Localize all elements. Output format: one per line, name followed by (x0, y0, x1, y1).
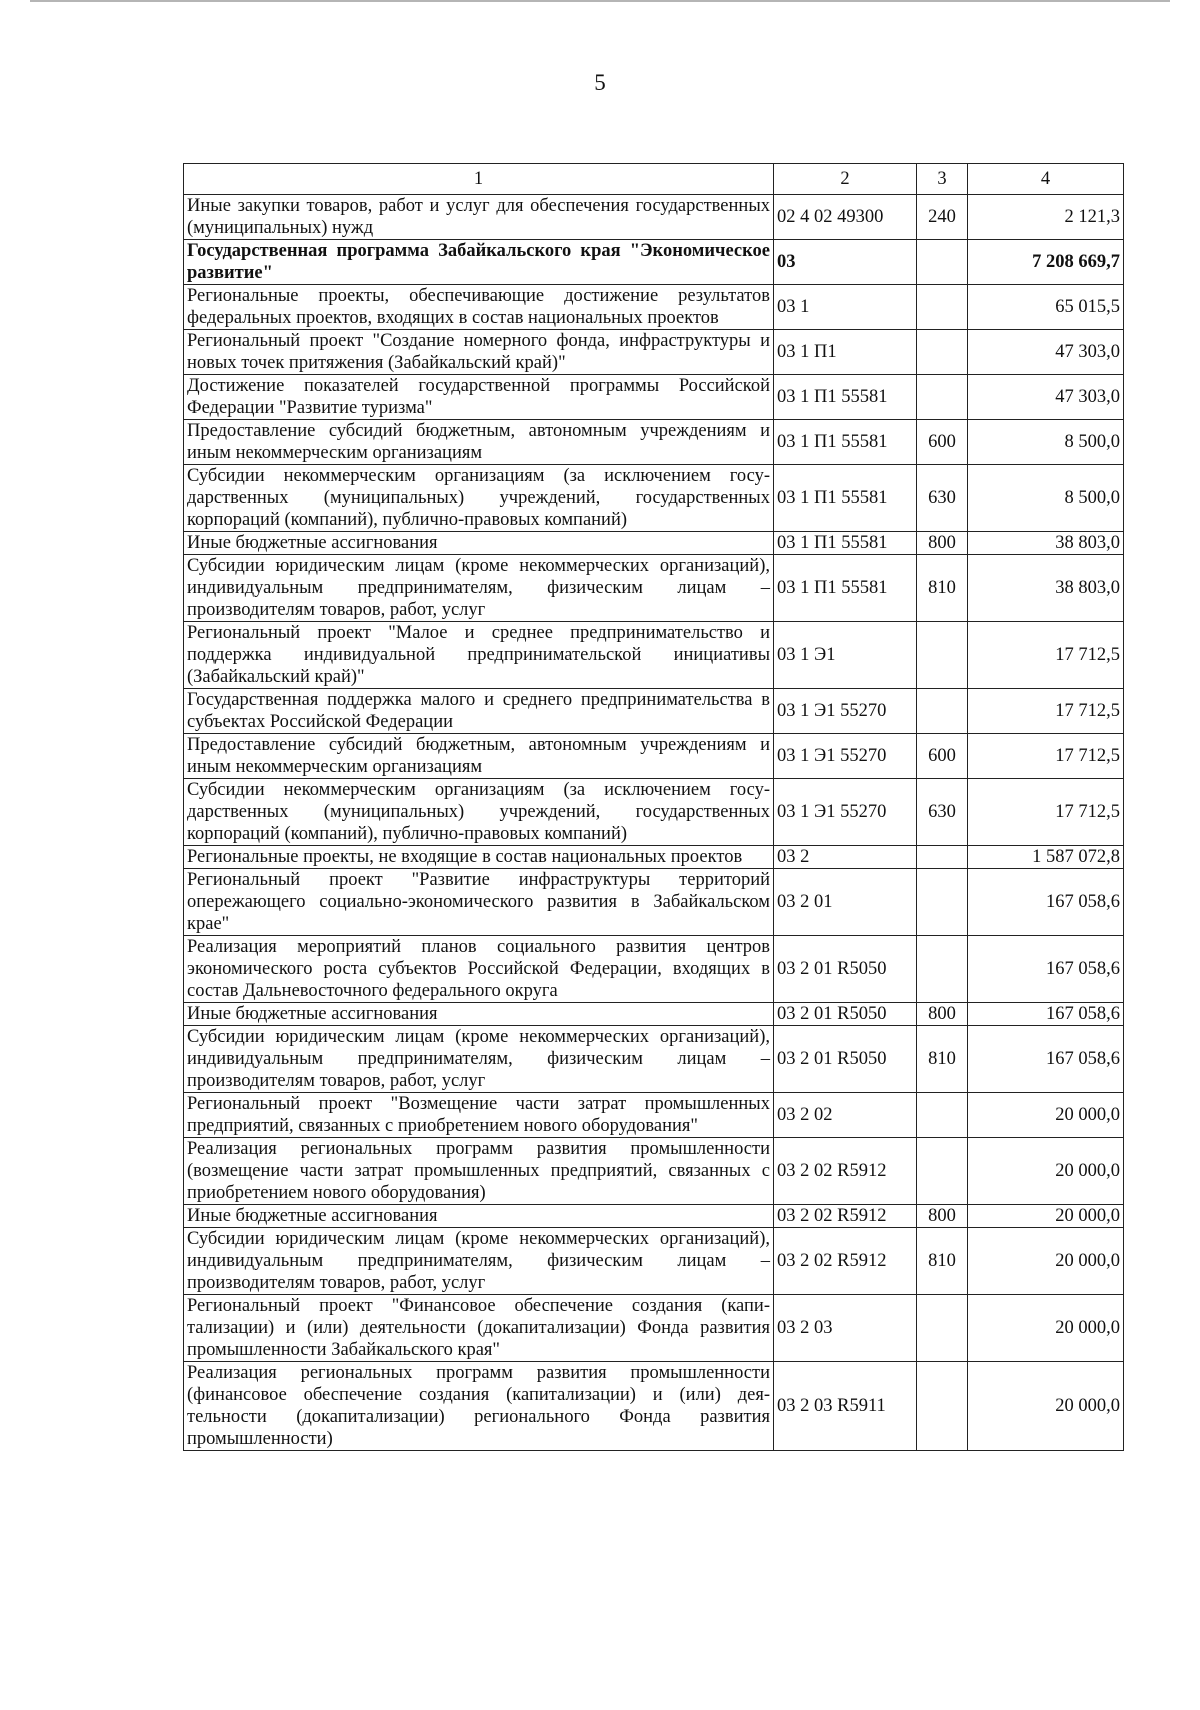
row-expense-type (917, 240, 968, 285)
scan-edge-line (30, 0, 1170, 2)
row-amount: 8 500,0 (968, 420, 1124, 465)
row-code: 03 1 Э1 55270 (774, 689, 917, 734)
table-row (184, 1228, 1124, 1295)
row-expense-type: 630 (917, 465, 968, 532)
row-amount: 167 058,6 (968, 1026, 1124, 1093)
row-expense-type (917, 869, 968, 936)
row-amount: 17 712,5 (968, 622, 1124, 689)
row-name: Иные бюджетные ассигнования (184, 1205, 774, 1228)
table-row (184, 869, 1124, 936)
row-code: 03 1 П1 55581 (774, 532, 917, 555)
row-amount: 65 015,5 (968, 285, 1124, 330)
row-code: 03 1 П1 55581 (774, 375, 917, 420)
row-amount: 1 587 072,8 (968, 846, 1124, 869)
row-amount: 167 058,6 (968, 869, 1124, 936)
table-row (184, 779, 1124, 846)
row-code: 03 2 02 (774, 1093, 917, 1138)
table-row (184, 689, 1124, 734)
row-amount: 167 058,6 (968, 936, 1124, 1003)
table-body (184, 195, 1124, 1451)
table-row (184, 846, 1124, 869)
row-code: 03 2 01 R5050 (774, 1003, 917, 1026)
row-amount: 38 803,0 (968, 532, 1124, 555)
row-expense-type (917, 375, 968, 420)
row-code: 03 2 02 R5912 (774, 1138, 917, 1205)
table-row (184, 1205, 1124, 1228)
row-amount: 38 803,0 (968, 555, 1124, 622)
row-expense-type (917, 1093, 968, 1138)
row-expense-type: 630 (917, 779, 968, 846)
header-col-4: 4 (968, 164, 1124, 195)
table-row (184, 1295, 1124, 1362)
row-expense-type: 600 (917, 734, 968, 779)
table-row (184, 1138, 1124, 1205)
table-row (184, 532, 1124, 555)
row-name: Иные бюджетные ассигнования (184, 1003, 774, 1026)
table-row (184, 420, 1124, 465)
row-expense-type: 800 (917, 532, 968, 555)
row-code: 03 2 01 R5050 (774, 1026, 917, 1093)
row-name: Государственная программа Забайкальского края "Экономическое развитие" (184, 240, 774, 285)
row-amount: 20 000,0 (968, 1093, 1124, 1138)
row-amount: 20 000,0 (968, 1138, 1124, 1205)
row-name: Субсидии некоммерческим организациям (за исключением государственных (муниципальных) учреждений, государственных корпораций (компаний), публично-правовых компаний) (184, 779, 774, 846)
row-amount: 17 712,5 (968, 779, 1124, 846)
row-code: 03 2 01 (774, 869, 917, 936)
row-name: Региональный проект "Развитие инфраструктуры территорий опережающего социально-экономического развития в Забайкальском крае" (184, 869, 774, 936)
row-code: 03 2 02 R5912 (774, 1228, 917, 1295)
header-col-2: 2 (774, 164, 917, 195)
table-row (184, 240, 1124, 285)
row-name: Иные закупки товаров, работ и услуг для обеспечения государственных (муниципальных) нужд (184, 195, 774, 240)
budget-table (183, 163, 1124, 1451)
table-row (184, 1003, 1124, 1026)
table-header-row (184, 164, 1124, 195)
row-amount: 47 303,0 (968, 330, 1124, 375)
table-row (184, 555, 1124, 622)
row-amount: 17 712,5 (968, 689, 1124, 734)
row-name: Достижение показателей государственной программы Российской Федерации "Развитие туризма" (184, 375, 774, 420)
row-amount: 2 121,3 (968, 195, 1124, 240)
row-amount: 8 500,0 (968, 465, 1124, 532)
header-col-3: 3 (917, 164, 968, 195)
row-name: Региональные проекты, не входящие в состав национальных проектов (184, 846, 774, 869)
row-expense-type (917, 1138, 968, 1205)
row-code: 03 1 П1 (774, 330, 917, 375)
row-expense-type: 810 (917, 1228, 968, 1295)
row-code: 03 1 Э1 (774, 622, 917, 689)
table-row (184, 465, 1124, 532)
row-amount: 20 000,0 (968, 1228, 1124, 1295)
table-row (184, 195, 1124, 240)
row-expense-type (917, 285, 968, 330)
table-row (184, 285, 1124, 330)
row-amount: 167 058,6 (968, 1003, 1124, 1026)
row-code: 03 2 02 R5912 (774, 1205, 917, 1228)
row-expense-type (917, 1362, 968, 1451)
row-code: 03 1 Э1 55270 (774, 779, 917, 846)
row-name: Субсидии юридическим лицам (кроме некоммерческих организаций), индивидуальным предпринимателям, физическим лицам – производителям товаров, работ, услуг (184, 1026, 774, 1093)
page-number: 5 (594, 70, 606, 95)
row-code: 03 2 03 R5911 (774, 1362, 917, 1451)
row-code: 03 (774, 240, 917, 285)
row-expense-type (917, 936, 968, 1003)
row-code: 03 1 П1 55581 (774, 420, 917, 465)
row-code: 03 2 (774, 846, 917, 869)
table-row (184, 622, 1124, 689)
row-expense-type (917, 689, 968, 734)
row-name: Региональные проекты, обеспечивающие достижение результатов федеральных проектов, входящих в состав национальных проектов (184, 285, 774, 330)
row-name: Региональный проект "Малое и среднее предпринимательство и поддержка индивидуальной предпринимательской инициативы (Забайкальский край)" (184, 622, 774, 689)
row-code: 03 1 П1 55581 (774, 465, 917, 532)
row-name: Субсидии некоммерческим организациям (за исключением государственных (муниципальных) учреждений, государственных корпораций (компаний), публично-правовых компаний) (184, 465, 774, 532)
row-name: Реализация региональных программ развития промышленности (возмещение части затрат промышленных предприятий, связанных с приобретением нового оборудования) (184, 1138, 774, 1205)
row-name: Реализация мероприятий планов социального развития центров экономического роста субъектов Российской Федерации, входящих в состав Дальневосточного федерального округа (184, 936, 774, 1003)
row-expense-type: 810 (917, 1026, 968, 1093)
row-name: Иные бюджетные ассигнования (184, 532, 774, 555)
row-name: Государственная поддержка малого и среднего предпринимательства в субъектах Российской Федерации (184, 689, 774, 734)
header-col-1: 1 (184, 164, 774, 195)
table-row (184, 1093, 1124, 1138)
row-name: Региональный проект "Возмещение части затрат промышленных предприятий, связанных с приобретением нового оборудования" (184, 1093, 774, 1138)
row-name: Предоставление субсидий бюджетным, автономным учреждениям и иным некоммерческим организациям (184, 420, 774, 465)
row-name: Региональный проект "Создание номерного фонда, инфраструктуры и новых точек притяжения (Забайкальский край)" (184, 330, 774, 375)
row-name: Субсидии юридическим лицам (кроме некоммерческих организаций), индивидуальным предпринимателям, физическим лицам – производителям товаров, работ, услуг (184, 1228, 774, 1295)
row-code: 03 2 01 R5050 (774, 936, 917, 1003)
row-amount: 20 000,0 (968, 1205, 1124, 1228)
table-row (184, 1026, 1124, 1093)
row-amount: 47 303,0 (968, 375, 1124, 420)
row-amount: 7 208 669,7 (968, 240, 1124, 285)
row-name: Региональный проект "Финансовое обеспечение создания (капитализации) и (или) деятельности (докапитализации) Фонда развития промышленности Забайкальского края" (184, 1295, 774, 1362)
table-row (184, 936, 1124, 1003)
table-row (184, 330, 1124, 375)
row-expense-type (917, 1295, 968, 1362)
row-amount: 20 000,0 (968, 1362, 1124, 1451)
row-expense-type: 240 (917, 195, 968, 240)
row-code: 03 1 Э1 55270 (774, 734, 917, 779)
row-code: 03 1 П1 55581 (774, 555, 917, 622)
row-expense-type (917, 846, 968, 869)
table-row (184, 1362, 1124, 1451)
table-row (184, 734, 1124, 779)
row-code: 02 4 02 49300 (774, 195, 917, 240)
row-amount: 20 000,0 (968, 1295, 1124, 1362)
row-amount: 17 712,5 (968, 734, 1124, 779)
table-row (184, 375, 1124, 420)
row-expense-type: 800 (917, 1205, 968, 1228)
row-name: Предоставление субсидий бюджетным, автономным учреждениям и иным некоммерческим организациям (184, 734, 774, 779)
row-expense-type: 810 (917, 555, 968, 622)
row-name: Реализация региональных программ развития промышленности (финансовое обеспечение создания (капитализации) и (или) деятельности (докапитализации) регионального Фонда развития промышленности) (184, 1362, 774, 1451)
row-code: 03 1 (774, 285, 917, 330)
row-expense-type: 800 (917, 1003, 968, 1026)
row-expense-type (917, 330, 968, 375)
row-expense-type (917, 622, 968, 689)
row-expense-type: 600 (917, 420, 968, 465)
row-code: 03 2 03 (774, 1295, 917, 1362)
row-name: Субсидии юридическим лицам (кроме некоммерческих организаций), индивидуальным предпринимателям, физическим лицам – производителям товаров, работ, услуг (184, 555, 774, 622)
